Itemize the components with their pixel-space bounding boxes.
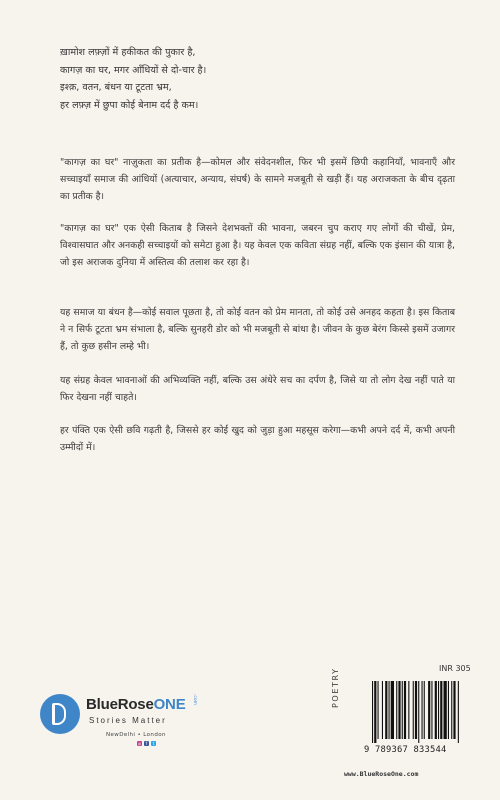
barcode-bar: [391, 681, 394, 739]
barcode-bar: [448, 681, 449, 739]
poem-line: ख़ामोश लफ़्ज़ों में हकीकत की पुकार है,: [60, 47, 196, 58]
barcode-bar: [396, 681, 397, 739]
barcode-bar: [428, 681, 430, 739]
poem-line: इश्क़, वतन, बंधन या टूटता भ्रम,: [60, 82, 172, 93]
facebook-icon: f: [145, 741, 148, 746]
barcode-bar: [418, 681, 419, 743]
barcode-bar: [444, 681, 447, 739]
barcode-bar: [378, 681, 379, 739]
barcode-bar: [438, 681, 439, 739]
barcode-bar: [385, 681, 387, 739]
social-icons: [137, 741, 156, 746]
publisher-tagline: Stories Matter: [89, 716, 167, 725]
barcode-bar: [382, 681, 383, 739]
publisher-locations: NewDelhi • London: [106, 732, 166, 738]
barcode-bar: [402, 681, 403, 739]
poem-stanza: [60, 44, 455, 114]
barcode-bar: [374, 681, 376, 743]
blurb-paragraph: यह संग्रह केवल भावनाओं की अभिव्यक्ति नहीं, बल्कि उस अंधेरे सच का दर्पण है, जिसे या तो लोग देख नहीं पाते या फिर देखना नहीं चाहते।: [60, 375, 455, 403]
genre-label: POETRY: [331, 667, 340, 708]
twitter-icon: t: [152, 741, 155, 746]
publisher-domain-suffix: .com: [192, 694, 197, 706]
blurb-paragraph: यह समाज या बंधन है—कोई सवाल पूछता है, तो कोई वतन को प्रेम मानता, तो कोई उसे अनहद कहता है। इस किताब ने न सिर्फ टूटता भ्रम संभाला है, बल्कि सुनहरी डोर को भी मजबूती से बांधा है। जीवन के कुछ बेरंग किस्से इसमें उजागर हैं, तो कुछ हसीन लम्हे भी।: [60, 307, 455, 352]
barcode-bar: [408, 681, 409, 739]
bluerose-logo-icon: [40, 694, 80, 734]
blurb-paragraph: "कागज़ का घर" नाज़ुकता का प्रतीक है—कोमल और संवेदनशील, फिर भी इसमें छिपी कहानियाँ, भावनाएँ और सच्चाइयाँ समाज की आंधियों (अत्याचार, अन्याय, संघर्ष) के सामने मजबूती से खड़ी हैं। यह अराजकता के बीच दृढ़ता का प्रतीक है।: [60, 157, 455, 202]
publisher-name: BlueRoseONE: [86, 696, 186, 713]
barcode-bar: [398, 681, 400, 739]
price-label: INR 305: [439, 664, 471, 673]
barcode-bar: [451, 681, 452, 739]
blurb-paragraph: "कागज़ का घर" एक ऐसी किताब है जिसने देशभक्तों की भावना, जबरन चुप कराए गए लोगों की चीखें, प्रेम, विश्वासघात और अनकही सच्चाइयों को समेटा हुआ है। यह केवल एक कविता संग्रह नहीं, बल्कि एक इंसान की यात्रा है, जो इस अराजक दुनिया में अस्तित्व की तलाश कर रहा है।: [60, 223, 455, 268]
barcode-bar: [404, 681, 406, 739]
isbn-barcode: [364, 681, 462, 761]
website-url: www.BlueRoseOne.com: [344, 770, 419, 778]
barcode-graphic: [364, 681, 462, 743]
barcode-bar: [372, 681, 373, 743]
poem-line: हर लफ़्ज़ में छुपा कोई बेनाम दर्द है कम।: [60, 99, 199, 111]
publisher-logo: [40, 688, 240, 768]
poem-line: कागज़ का घर, मगर आँधियों से दो-चार है।: [60, 64, 207, 76]
barcode-bar: [415, 681, 417, 739]
barcode-bar: [389, 681, 390, 739]
barcode-bar: [435, 681, 437, 739]
barcode-bar: [440, 681, 442, 739]
isbn-number: 9 789367 833544: [364, 745, 447, 755]
barcode-bar: [424, 681, 425, 739]
blurb-paragraph: हर पंक्ति एक ऐसी छवि गढ़ती है, जिससे हर कोई खुद को जुड़ा हुआ महसूस करेगा—कभी अपने दर्द में, कभी अपनी उम्मीदों में।: [60, 425, 455, 453]
barcode-bar: [453, 681, 455, 739]
barcode-bar: [413, 681, 414, 739]
barcode-bar: [422, 681, 423, 739]
barcode-bar: [458, 681, 459, 743]
instagram-icon: ◎: [137, 741, 142, 746]
barcode-bar: [431, 681, 432, 739]
